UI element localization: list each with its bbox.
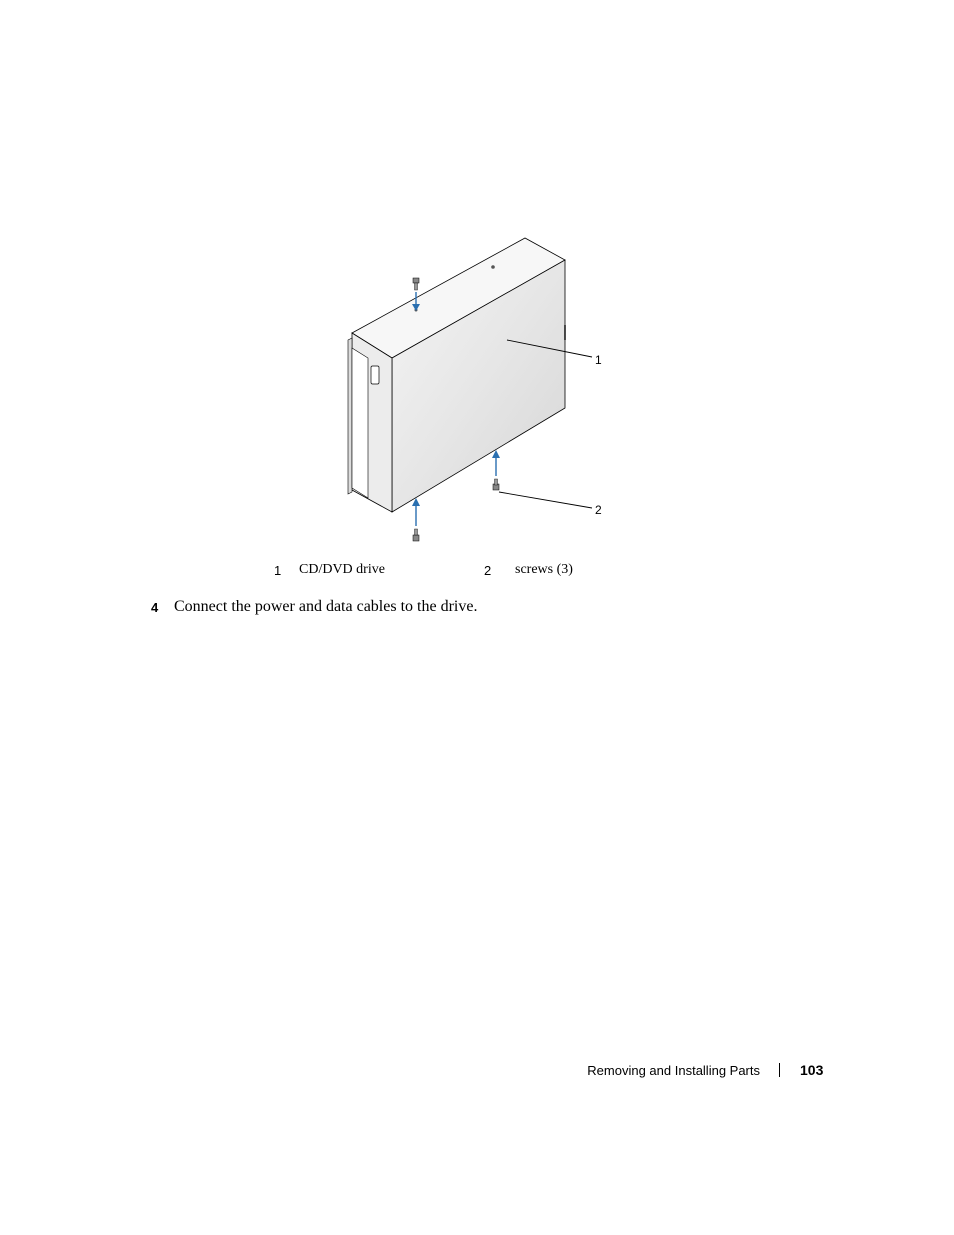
screw-bottom-left [413, 529, 419, 541]
legend-2-number: 2 [484, 563, 492, 578]
legend-1-number: 1 [274, 563, 282, 578]
legend-2-label: screws (3) [515, 562, 573, 577]
callout-2-number: 2 [595, 503, 602, 517]
drive-illustration [330, 230, 620, 550]
legend-1-label: CD/DVD drive [299, 562, 385, 577]
callout-2-leader [499, 492, 592, 508]
drive-tray [352, 348, 368, 498]
footer-section-title: Removing and Installing Parts [587, 1063, 760, 1078]
screw-top [413, 278, 419, 290]
callout-1-number: 1 [595, 353, 602, 367]
screw-bottom-right [493, 479, 499, 490]
page-number: 103 [800, 1062, 824, 1078]
step-number: 4 [151, 600, 159, 615]
footer-separator [779, 1063, 780, 1077]
eject-button [371, 366, 379, 384]
step-text: Connect the power and data cables to the drive. [174, 598, 478, 615]
